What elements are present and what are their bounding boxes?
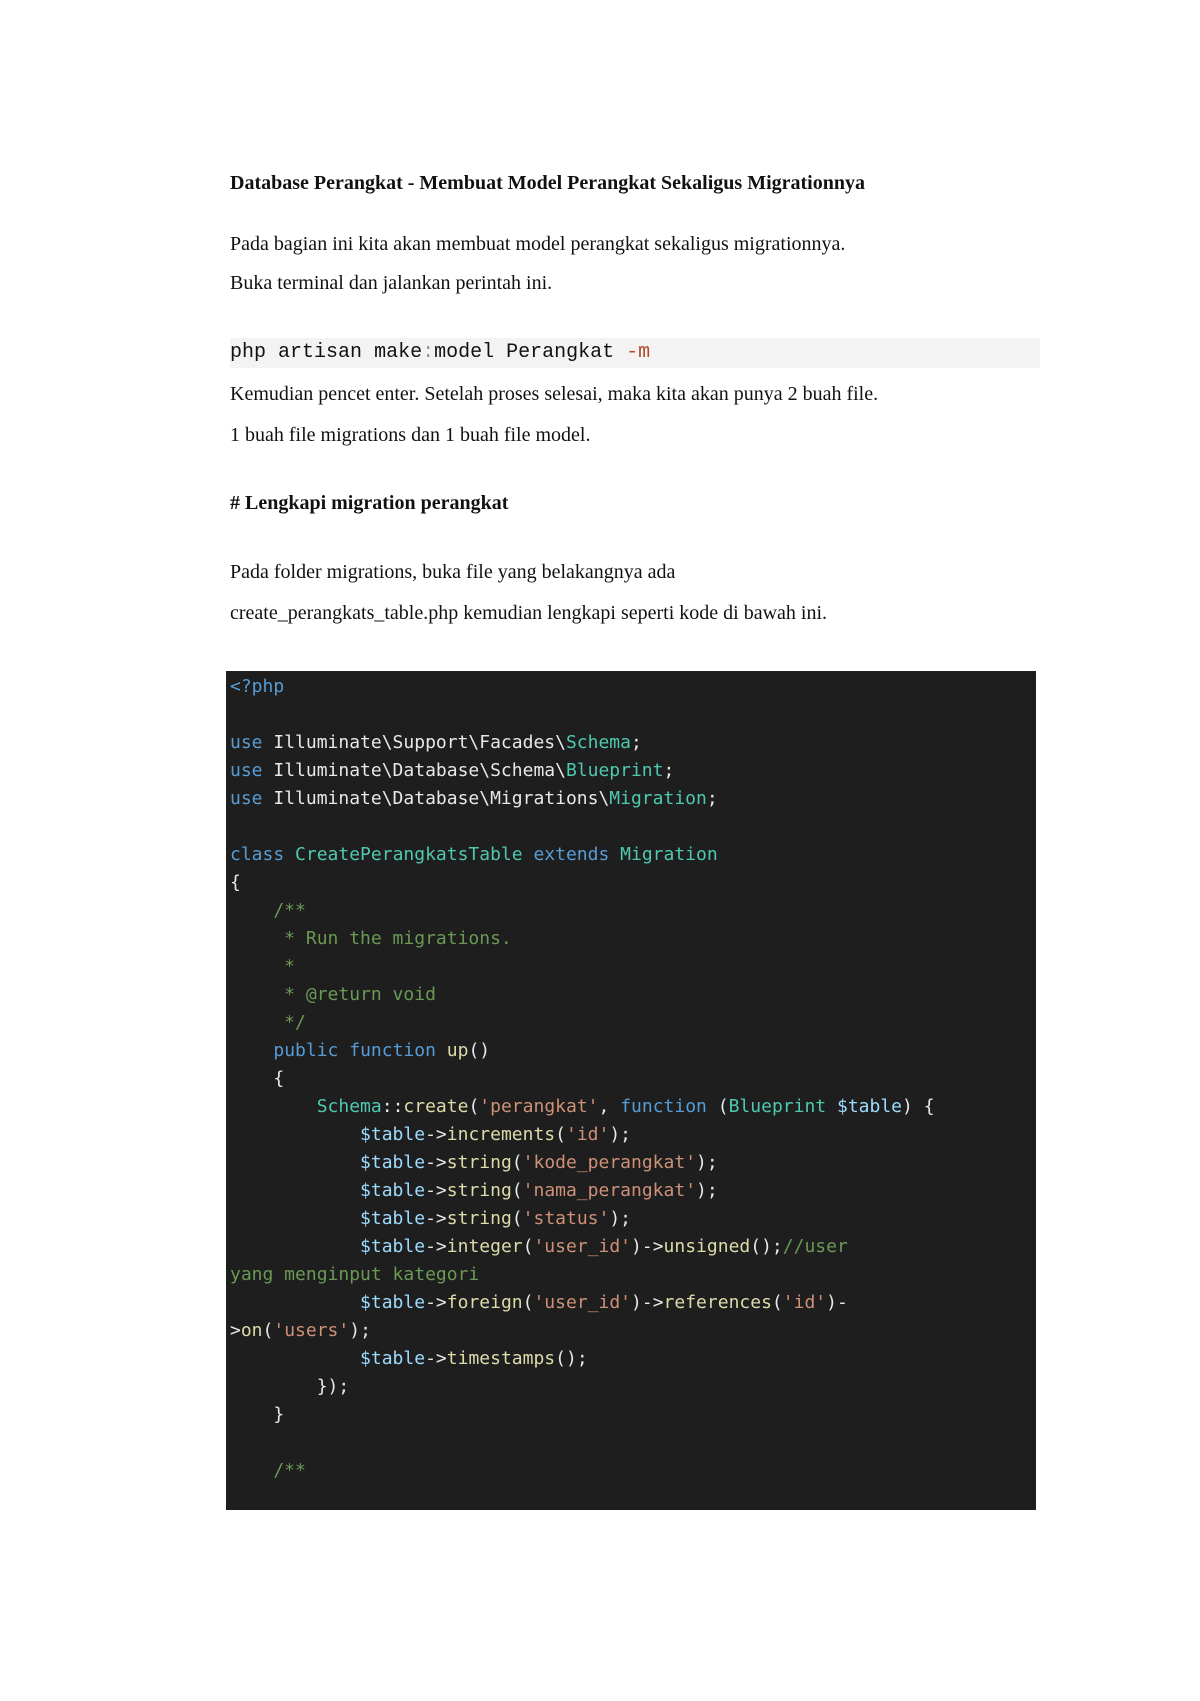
code-line: /** (230, 900, 306, 921)
intro-line-2: Buka terminal dan jalankan perintah ini. (230, 272, 553, 294)
cmd-make: make (374, 341, 423, 364)
code-line: /** (230, 1460, 306, 1481)
cmd-name: Perangkat (506, 341, 615, 364)
cmd-artisan: artisan (278, 341, 363, 364)
code-line: >on('users'); (230, 1320, 371, 1341)
intro-line-1: Pada bagian ini kita akan membuat model perangkat sekaligus migrationnya. (230, 233, 846, 255)
cmd-php: php (230, 341, 267, 364)
code-line: { (230, 872, 241, 893)
folder-line-2: create_perangkats_table.php kemudian lengkapi seperti kode di bawah ini. (230, 602, 828, 624)
code-line: $table->integer('user_id')->unsigned();//user (360, 1236, 848, 1257)
after-line-2: 1 buah file migrations dan 1 buah file model. (230, 424, 591, 446)
code-line: use Illuminate\Support\Facades\Schema; (230, 732, 642, 753)
terminal-command (230, 338, 1040, 368)
cmd-colon: : (422, 341, 435, 364)
section-heading: # Lengkapi migration perangkat (230, 492, 509, 514)
code-line: $table->string('nama_perangkat'); (360, 1180, 718, 1201)
code-line: $table->increments('id'); (360, 1124, 632, 1145)
after-line-1: Kemudian pencet enter. Setelah proses selesai, maka kita akan punya 2 buah file. (230, 383, 879, 405)
cmd-flag: -m (626, 341, 651, 364)
cmd-model: model (434, 341, 495, 364)
folder-line-1: Pada folder migrations, buka file yang belakangnya ada (230, 561, 676, 583)
code-line: public function up() (273, 1040, 491, 1061)
code-line: use Illuminate\Database\Migrations\Migration; (230, 788, 718, 809)
code-line: use Illuminate\Database\Schema\Blueprint; (230, 760, 675, 781)
code-line: yang menginput kategori (230, 1264, 480, 1285)
code-line: */ (230, 1012, 306, 1033)
code-line: $table->timestamps(); (360, 1348, 588, 1369)
code-line: { (273, 1068, 285, 1089)
code-line: class CreatePerangkatsTable extends Migration (230, 844, 718, 865)
code-block (226, 671, 1036, 1510)
code-line: <?php (230, 676, 285, 697)
code-line: Schema::create('perangkat', function (Blueprint $table) { (316, 1096, 935, 1117)
code-line: * Run the migrations. (230, 928, 512, 949)
code-line: * (230, 956, 296, 977)
code-line: $table->foreign('user_id')->references('id')- (360, 1292, 848, 1313)
document-title: Database Perangkat - Membuat Model Perangkat Sekaligus Migrationnya (230, 172, 865, 194)
code-line: }); (316, 1376, 350, 1397)
code-line: * @return void (230, 984, 436, 1005)
code-line: $table->string('kode_perangkat'); (360, 1152, 718, 1173)
code-line: } (273, 1404, 285, 1425)
code-line: $table->string('status'); (360, 1208, 632, 1229)
